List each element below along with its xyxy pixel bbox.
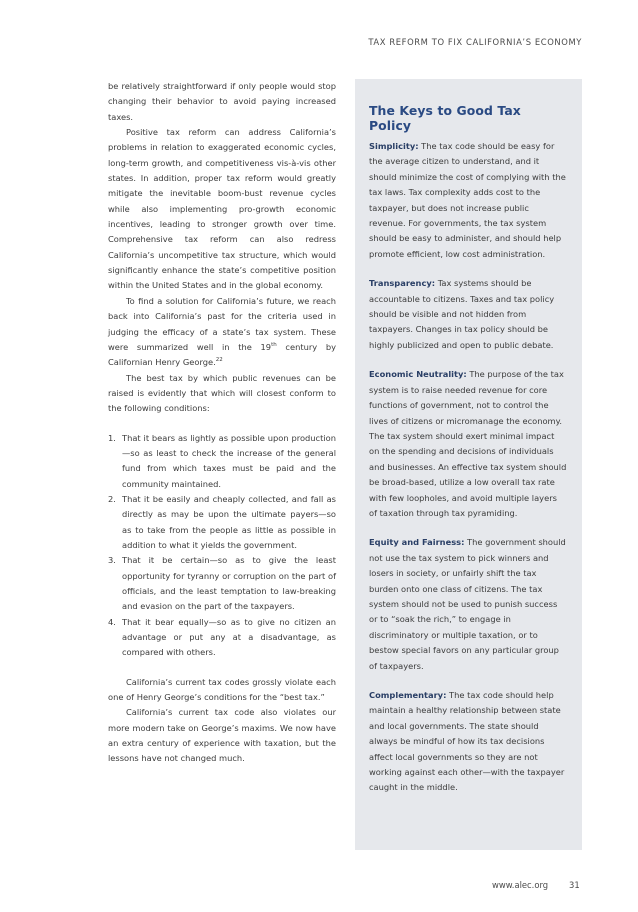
- section-label: Equity and Fairness:: [369, 537, 465, 548]
- superscript-th: th: [271, 342, 277, 349]
- sidebar-box: [355, 79, 582, 850]
- list-number: 4.: [108, 616, 116, 627]
- sidebar-section: [369, 276, 567, 353]
- section-label: Complementary:: [369, 690, 447, 700]
- list-item-text: That it be certain—so as to give the least opportunity for tyranny or corruption on the part of officials, and the least temptation to law-breaking and evasion on the part of the taxpayers.: [122, 555, 336, 612]
- sidebar-section: [369, 535, 567, 674]
- list-item: [108, 553, 336, 614]
- footer-url: www.alec.org: [492, 880, 549, 890]
- section-text: The government should not use the tax system to pick winners and losers in society, or unfairly shift the tax burden onto one class of citizens. The tax system should not be used to punish success or to “soak the rich,” to engage in discriminatory or multiple taxation, or to bestow special favors on any particular group of taxpayers.: [369, 537, 566, 671]
- section-text: The tax code should be easy for the average citizen to understand, and it should minimize the cost of complying with the tax laws. Tax complexity adds cost to the taxpayer, but does not increase public revenue. For governments, the tax system should be easy to administer, and should help promote efficient, low cost administration.: [369, 141, 566, 259]
- sidebar-section: [369, 688, 567, 796]
- list-item-text: That it be easily and cheaply collected, and fall as directly as may be upon the ultimate payers—so as to take from the people as little as possible in addition to what it yields the government.: [122, 493, 336, 550]
- paragraph: Positive tax reform can address California’s problems in relation to exaggerated economic cycles, long-term growth, and competitiveness vis-à-vis other states. In addition, proper tax reform would greatly mitigate the inevitable boom-bust revenue cycles while also implementing pro-growth economic incentives, leading to stronger growth over time. Comprehensive tax reform can also redress California’s uncompetitive tax structure, which would significantly enhance the state’s competitive position within the United States and in the global economy.: [108, 127, 336, 291]
- section-text: The tax code should help maintain a healthy relationship between state and local governments. The state should always be mindful of how its tax decisions affect local governments so they are not working against each other—with the taxpayer caught in the middle.: [369, 690, 565, 793]
- list-item-text: That it bear equally—so as to give no citizen an advantage or put any at a disadvantage, as compared with others.: [122, 616, 336, 658]
- sidebar-section: [369, 367, 567, 521]
- list-item-text: That it bears as lightly as possible upon production—so as least to check the increase of the general fund from which taxes must be paid and the community maintained.: [122, 432, 336, 489]
- conditions-list: [108, 431, 336, 661]
- footnote-ref: 22: [215, 357, 223, 364]
- paragraph-text: To find a solution for California’s future, we reach back into California’s past for the criteria used in judging the efficacy of a state’s tax system. These were summarized well in the 19: [108, 295, 336, 352]
- list-item: [108, 492, 336, 553]
- sidebar-section: [369, 139, 567, 262]
- paragraph: California’s current tax code also violates our more modern take on George’s maxims. We now have an extra century of experience with taxation, but the lessons have not changed much.: [108, 707, 336, 764]
- paragraph: be relatively straightforward if only people would stop changing their behavior to avoid paying increased taxes.: [108, 81, 336, 122]
- paragraph: The best tax by which public revenues can be raised is evidently that which will closest conform to the following conditions:: [108, 372, 336, 414]
- paragraph: California’s current tax codes grossly violate each one of Henry George’s conditions for the “best tax.”: [108, 676, 336, 703]
- section-label: Simplicity:: [369, 141, 419, 151]
- main-text-column: [108, 79, 336, 767]
- list-number: 2.: [108, 493, 116, 504]
- list-number: 3.: [108, 555, 116, 566]
- page-number: 31: [569, 880, 580, 890]
- sidebar-content: [369, 103, 567, 810]
- list-number: 1.: [108, 432, 116, 443]
- section-text: Tax systems should be accountable to citizens. Taxes and tax policy should be visible and not hidden from taxpayers. Changes in tax policy should be highly publicized and open to public debate.: [369, 278, 555, 350]
- paragraph: [108, 294, 336, 371]
- running-header: TAX REFORM TO FIX CALIFORNIA’S ECONOMY: [368, 37, 582, 47]
- list-item: [108, 615, 336, 661]
- sidebar-title: The Keys to Good Tax Policy: [369, 103, 521, 133]
- section-label: Economic Neutrality:: [369, 369, 467, 380]
- list-item: [108, 431, 336, 492]
- paragraph-text: century by Californian Henry George.: [108, 341, 337, 368]
- section-label: Transparency:: [369, 278, 436, 289]
- section-text: The purpose of the tax system is to raise needed revenue for core functions of government, not to control the lives of citizens or micromanage the economy. The tax system should exert minimal impact on the spending and decisions of individuals and businesses. An effective tax system should be broad-based, utilize a low overall tax rate with few loopholes, and avoid multiple layers of taxation through tax pyramiding.: [369, 369, 567, 518]
